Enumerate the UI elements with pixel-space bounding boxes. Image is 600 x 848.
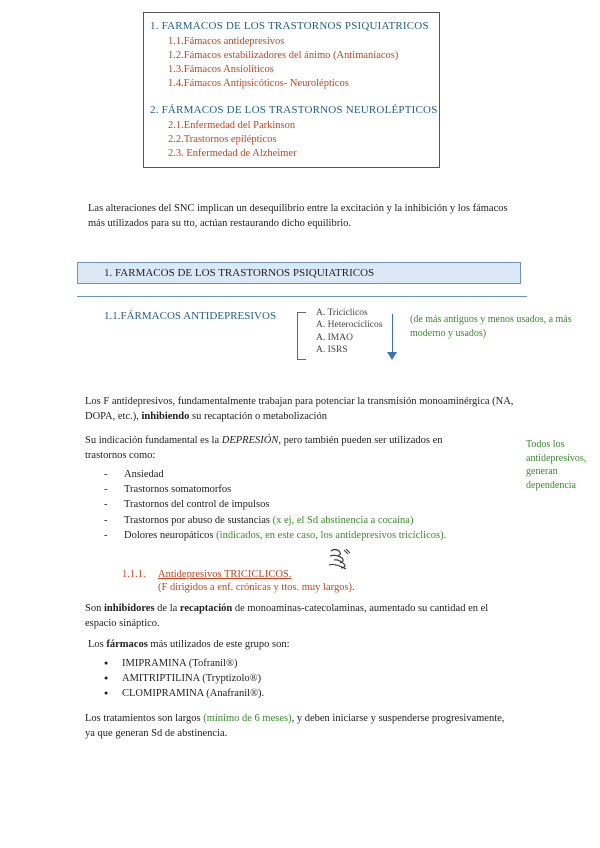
sketch-icon	[326, 547, 352, 571]
list-item	[104, 528, 534, 543]
index-item-1-2: 1.2.Fámacos estabilizadores del ánimo (Antimaníacos)	[168, 50, 399, 61]
green-note: (mínimo de 6 meses)	[203, 713, 292, 724]
section-divider	[77, 296, 527, 297]
list-item: ● CLOMIPRAMINA (Anafranil®).	[104, 686, 264, 701]
list-item: ● IMIPRAMINA (Tofranil®)	[104, 656, 264, 671]
text: Son	[85, 603, 104, 614]
subsection-title: 1.1.FÁRMACOS ANTIDEPRESIVOS	[104, 310, 277, 322]
intro-paragraph: Las alteraciones del SNC implican un desequilibrio entre la excitación y la inhibición y los fámacos más utilizados para su tto, actúan restaurando dicho equilibrio.	[88, 203, 508, 230]
class-item: A. Heterocíclicos	[316, 320, 383, 331]
index-item-1-3: 1.3.Fámacos Ansiolíticos	[168, 64, 274, 75]
green-note: (indicados, en este caso, los antidepresivos tricíclicos).	[216, 529, 447, 541]
italic-text: DEPRESIÓN,	[221, 435, 281, 446]
class-item: A. Triciclicos	[316, 308, 368, 318]
text: Los F antidepresivos, fundamentalmente trabajan para potenciar la transmisión monoaminérgica (NA, DOPA, etc.),	[85, 396, 514, 423]
index-item-1-4: 1.4.Fámacos Antipsicóticos- Neurolépticos	[168, 78, 349, 89]
bold-text: recaptación	[179, 603, 233, 614]
paragraph	[85, 394, 515, 424]
text: de la	[154, 603, 180, 614]
text: Los	[88, 639, 107, 650]
text: pero también pueden ser utilizados en trastornos como:	[85, 435, 443, 462]
side-note: Todos los antidepresivos, generan dependencia	[526, 439, 587, 491]
paragraph	[85, 433, 485, 463]
section-title: Antidepresivos TRICICLICOS.	[158, 569, 292, 580]
text: , y deben iniciarse y suspenderse progresivamente, ya que generan Sd de abstinencia.	[85, 713, 505, 740]
section-number: 1.1.1.	[122, 569, 146, 580]
index-item-2-1: 2.1.Enfermedad del Parkinson	[168, 120, 296, 131]
bold-text: inhibidores	[103, 603, 155, 614]
text: más utilizados de este grupo son:	[147, 639, 290, 650]
text: de monoaminas-catecolaminas, aumentado su cantidad en el espacio sináptico.	[85, 603, 489, 630]
paragraph	[88, 637, 290, 652]
list-item: - Ansiedad	[104, 467, 534, 482]
classes-note: (de más antiguos y menos usados, a más moderno y usados)	[410, 314, 572, 339]
index-box	[143, 12, 440, 168]
text: su recaptación o metabolización	[189, 411, 327, 423]
classes-list	[316, 307, 382, 356]
class-item: A. IMAO	[316, 332, 353, 343]
list-item: ● AMITRIPTILINA (Tryptizolo®)	[104, 671, 264, 686]
bold-text: fármacos	[106, 639, 148, 650]
list-item	[104, 513, 534, 528]
bracket	[297, 312, 306, 360]
drug-list	[104, 656, 264, 702]
green-note: (x ej, el Sd abstinencia a cocaína)	[272, 514, 414, 526]
bold-text: inhibiendo	[141, 411, 190, 423]
down-arrow-icon	[392, 314, 393, 354]
list-item: - Trastornos del control de impulsos	[104, 497, 534, 512]
class-item: A. ISRS	[316, 345, 348, 356]
index-item-2-3: 2.3. Enfermedad de Alzheimer	[168, 148, 297, 159]
text: Trastornos por abuso de sustancias	[124, 514, 273, 526]
subsubsection-subtitle: (F dirigidos a enf. crónicas y ttos. muy largos).	[158, 582, 355, 593]
paragraph	[85, 601, 515, 631]
index-section-1-title: 1. FARMACOS DE LOS TRASTORNOS PSIQUIATRICOS	[150, 20, 429, 32]
arrow-head-icon	[387, 352, 397, 360]
text: Su indicación fundamental es la	[85, 435, 222, 446]
index-item-1-1: 1.1.Fámacos antidepresivos	[168, 36, 285, 47]
text: Los tratamientos son largos	[85, 713, 204, 724]
text: Dolores neuropáticos	[124, 529, 217, 541]
uses-list	[104, 467, 534, 543]
index-item-2-2: 2.2.Trastornos epilépticos	[168, 134, 277, 145]
index-section-2-title: 2. FÁRMACOS DE LOS TRASTORNOS NEUROLÉPTICOS	[150, 104, 438, 116]
list-item: - Trastornos somatomorfos	[104, 482, 534, 497]
section-banner: 1. FARMACOS DE LOS TRASTORNOS PSIQUIATRICOS	[77, 262, 521, 284]
paragraph	[85, 711, 515, 741]
